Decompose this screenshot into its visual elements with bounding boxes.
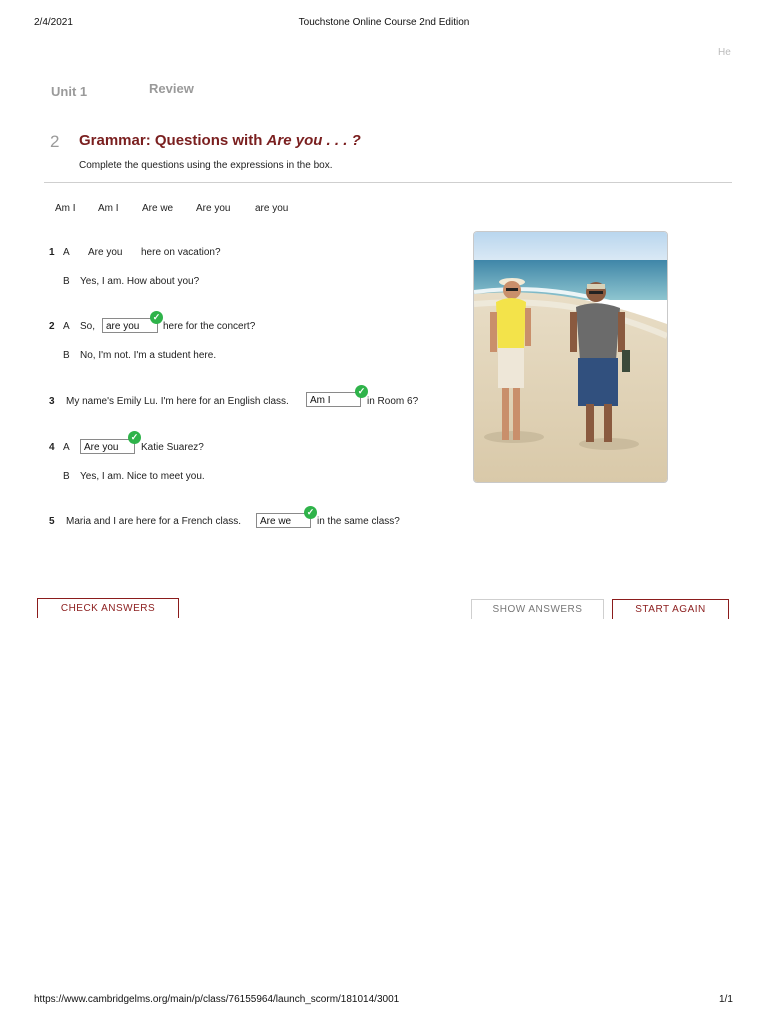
show-answers-button[interactable]: SHOW ANSWERS — [471, 599, 604, 619]
answer-text-filled: Are you — [88, 247, 123, 258]
answer-field[interactable]: are you — [102, 318, 158, 333]
question-text: here for the concert? — [163, 321, 256, 332]
answer-field[interactable]: Are you — [80, 439, 135, 454]
question-number: 4 — [49, 442, 55, 453]
speaker-label: B — [63, 350, 70, 361]
answer-field[interactable]: Are we — [256, 513, 311, 528]
section-title-prefix: Grammar: Questions with — [79, 132, 267, 149]
beach-photo-illustration — [474, 232, 667, 482]
check-icon: ✓ — [128, 431, 141, 444]
speaker-label: A — [63, 321, 70, 332]
instructions: Complete the questions using the expressions in the box. — [79, 160, 333, 171]
word-box-item[interactable]: Am I — [55, 203, 76, 214]
question-text: here on vacation? — [141, 247, 221, 258]
check-answers-button[interactable]: CHECK ANSWERS — [37, 598, 179, 618]
question-text: Maria and I are here for a French class. — [66, 516, 242, 527]
divider — [44, 182, 732, 183]
section-number: 2 — [50, 132, 60, 151]
question-number: 3 — [49, 396, 55, 407]
speaker-label: A — [63, 442, 70, 453]
question-text: in the same class? — [317, 516, 400, 527]
answer-field[interactable]: Am I — [306, 392, 361, 407]
question-number: 2 — [49, 321, 55, 332]
section-title — [79, 132, 361, 149]
print-date: 2/4/2021 — [34, 17, 73, 28]
question-number: 1 — [49, 247, 55, 258]
question-text: in Room 6? — [367, 396, 419, 407]
word-box-item[interactable]: Are you — [196, 203, 231, 214]
check-icon: ✓ — [355, 385, 368, 398]
question-text: Katie Suarez? — [141, 442, 204, 453]
word-box-item[interactable]: Am I — [98, 203, 119, 214]
response-text: No, I'm not. I'm a student here. — [80, 350, 217, 361]
speaker-label: B — [63, 471, 70, 482]
check-icon: ✓ — [304, 506, 317, 519]
word-box-item[interactable]: are you — [255, 203, 289, 214]
question-text: So, — [80, 321, 96, 332]
footer-url: https://www.cambridgelms.org/main/p/class/76155964/launch_scorm/181014/3001 — [34, 994, 400, 1005]
question-number: 5 — [49, 516, 55, 527]
help-link-partial[interactable]: He — [718, 47, 731, 58]
speaker-label: A — [63, 247, 70, 258]
question-text: My name's Emily Lu. I'm here for an English class. — [66, 396, 289, 407]
response-text: Yes, I am. Nice to meet you. — [80, 471, 205, 482]
section-title-italic: Are you . . . ? — [266, 132, 361, 149]
start-again-button[interactable]: START AGAIN — [612, 599, 729, 619]
footer-page: 1/1 — [719, 994, 733, 1005]
beach-photo — [473, 231, 668, 483]
word-box-item[interactable]: Are we — [142, 203, 174, 214]
print-title: Touchstone Online Course 2nd Edition — [298, 17, 470, 28]
check-icon: ✓ — [150, 311, 163, 324]
speaker-label: B — [63, 276, 70, 287]
tab-review[interactable]: Review — [149, 81, 194, 96]
tab-unit-1[interactable]: Unit 1 — [51, 84, 88, 99]
response-text: Yes, I am. How about you? — [80, 276, 200, 287]
